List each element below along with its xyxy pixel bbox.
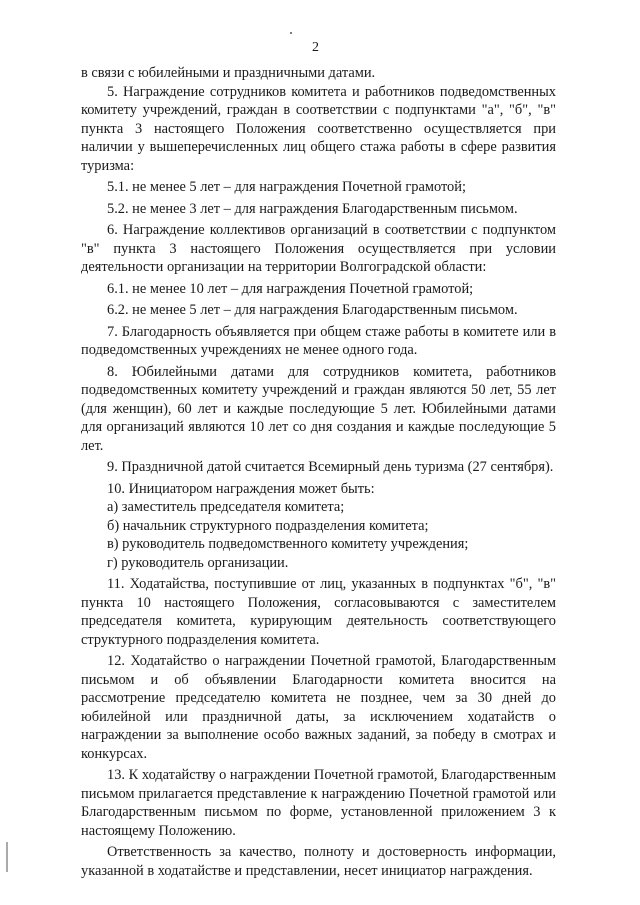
paragraph-item-7: 7. Благодарность объявляется при общем стаже работы в комитете или в подведомственных учреждениях не менее одного года.	[81, 323, 556, 358]
paragraph-item-6: 6. Награждение коллективов организаций в соответствии с подпунктом "в" пункта 3 настоящего Положения осуществляется при условии деятельности организации на территории Волгоградской области:	[81, 222, 556, 275]
paragraph-item-11: 11. Ходатайства, поступившие от лиц, указанных в подпунктах "б", "в" пункта 10 настоящего Положения, согласовываются с заместителем председателя комитета, курирующим деятельность соответствующего структурного подразделения комитета.	[81, 576, 556, 648]
paragraph-item-9: 9. Праздничной датой считается Всемирный день туризма (27 сентября).	[107, 459, 554, 475]
paragraph-item-10-a: а) заместитель председателя комитета;	[107, 499, 345, 515]
paragraph-item-6-1: 6.1. не менее 10 лет – для награждения Почетной грамотой;	[107, 280, 474, 297]
scan-speck	[290, 32, 292, 34]
paragraph-item-5-2: 5.2. не менее 3 лет – для награждения Благодарственным письмом.	[107, 200, 518, 217]
document-body	[81, 64, 556, 880]
paragraph-item-10: 10. Инициатором награждения может быть:	[107, 480, 375, 497]
paragraph-continuation: в связи с юбилейными и праздничными датами.	[81, 65, 376, 81]
paragraph-item-10-v: в) руководитель подведомственного комитету учреждения;	[107, 536, 469, 552]
paragraph-item-13: 13. К ходатайству о награждении Почетной грамотой, Благодарственным письмом прилагается представление к награждению Почетной грамотой или Благодарственным письмом по форме, установленной приложением 3 к настоящему Положению.	[81, 767, 556, 839]
paragraph-item-8: 8. Юбилейными датами для сотрудников комитета, работников подведомственных комитету учреждений и граждан являются 50 лет, 55 лет (для женщин), 60 лет и каждые последующие 5 лет. Юбилейными датами для организаций являются 10 лет со дня создания и каждые последующие 5 лет.	[81, 363, 556, 454]
paragraph-item-10-g: г) руководитель организации.	[107, 554, 289, 571]
paragraph-item-10-b: б) начальник структурного подразделения комитета;	[107, 517, 429, 534]
paragraph-item-12: 12. Ходатайство о награждении Почетной грамотой, Благодарственным письмом и об объявлении Благодарности комитета вносится на рассмотрение председателю комитета не позднее, чем за 30 дней до юбилейной или праздничной даты, за исключением ходатайств о награждении за выполнение особо важных заданий, за победу в смотрах и конкурсах.	[81, 653, 556, 762]
paragraph-item-5-1: 5.1. не менее 5 лет – для награждения Почетной грамотой;	[107, 179, 466, 195]
scan-edge-mark	[6, 842, 8, 872]
paragraph-item-5: 5. Награждение сотрудников комитета и работников подведомственных комитету учреждений, граждан в соответствии с подпунктами "а", "б", "в" пункта 3 настоящего Положения соответственно осуществляется при наличии у вышеперечисленных лиц общего стажа работы в сфере развития туризма:	[81, 83, 556, 174]
paragraph-item-6-2: 6.2. не менее 5 лет – для награждения Благодарственным письмом.	[107, 302, 518, 318]
page-number: 2	[312, 40, 319, 55]
paragraph-responsibility: Ответственность за качество, полноту и достоверность информации, указанной в ходатайстве и представлении, несет инициатор награждения.	[81, 844, 556, 879]
